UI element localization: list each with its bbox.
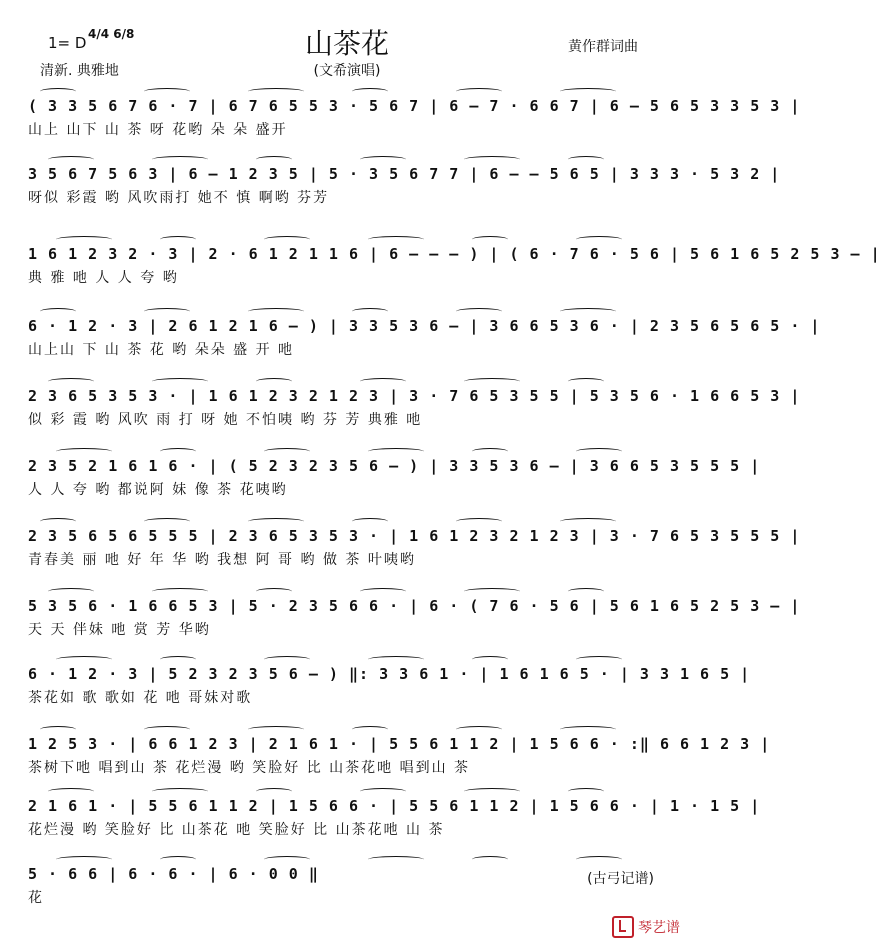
- slur-marks: [28, 234, 664, 244]
- slur: [160, 656, 196, 663]
- slur: [368, 856, 424, 863]
- lyrics-line: 茶树下吔 唱到山 茶 花烂漫 哟 笑脸好 比 山茶花吔 唱到山 茶: [28, 760, 471, 776]
- slur: [40, 726, 76, 733]
- slur: [56, 236, 112, 243]
- slur: [360, 378, 406, 385]
- score-line: [28, 592, 801, 640]
- slur: [576, 448, 622, 455]
- slur: [48, 378, 94, 385]
- slur: [352, 88, 388, 95]
- notation-line: ( 3 3 5 6 7 6 · 7 | 6 7 6 5 5 3 · 5 6 7 | 6 – 7 · 6 6 7 | 6 – 5 6 5 3 3 5 3 |: [28, 97, 801, 115]
- score-line: [28, 452, 761, 500]
- page-title: 山茶花: [304, 27, 389, 60]
- score-line: [28, 730, 771, 778]
- slur: [40, 518, 76, 525]
- lyrics-line: 呀似 彩霞 哟 风吹雨打 她不 慎 啊哟 芬芳: [28, 190, 330, 206]
- slur: [264, 856, 310, 863]
- lyrics-line: 人 人 夸 哟 都说阿 妹 像 茶 花咦哟: [28, 482, 288, 498]
- slur: [368, 236, 424, 243]
- slur: [256, 788, 292, 795]
- slur: [560, 726, 616, 733]
- slur: [40, 308, 76, 315]
- slur: [48, 588, 94, 595]
- slur: [352, 726, 388, 733]
- notation-line: 6 · 1 2 · 3 | 5 2 3 2 3 5 6 – ) ‖: 3 3 6 1 · | 1 6 1 6 5 · | 3 3 1 6 5 |: [28, 665, 751, 683]
- slur: [256, 378, 292, 385]
- logo-icon: [612, 916, 634, 938]
- slur: [560, 88, 616, 95]
- slur: [160, 448, 196, 455]
- slur: [264, 236, 310, 243]
- slur: [456, 518, 502, 525]
- slur: [48, 156, 94, 163]
- slur: [568, 788, 604, 795]
- key-signature: 1= D: [48, 34, 87, 52]
- lyrics-line: 山上山 下 山 茶 花 哟 朵朵 盛 开 吔: [28, 342, 295, 358]
- slur: [568, 588, 604, 595]
- slur: [576, 856, 622, 863]
- lyrics-line: 青春美 丽 吔 好 年 华 哟 我想 阿 哥 哟 做 茶 叶咦哟: [28, 552, 416, 568]
- slur: [160, 856, 196, 863]
- slur: [264, 656, 310, 663]
- slur: [568, 378, 604, 385]
- slur-marks: [28, 586, 664, 596]
- slur: [472, 236, 508, 243]
- slur: [576, 236, 622, 243]
- score-line: [28, 792, 761, 840]
- slur: [144, 308, 190, 315]
- slur-marks: [28, 154, 664, 164]
- score-line: [28, 660, 751, 708]
- slur: [248, 726, 304, 733]
- slur: [144, 88, 190, 95]
- slur: [456, 88, 502, 95]
- slur: [248, 308, 304, 315]
- slur: [456, 726, 502, 733]
- slur: [456, 308, 502, 315]
- slur: [48, 788, 94, 795]
- notation-line: 2 3 5 2 1 6 1 6 · | ( 5 2 3 2 3 5 6 – ) | 3 3 5 3 6 – | 3 6 6 5 3 5 5 5 |: [28, 457, 761, 475]
- lyrics-line: 山上 山下 山 茶 呀 花哟 朵 朵 盛开: [28, 122, 288, 138]
- lyrics-line: 似 彩 霞 哟 风吹 雨 打 呀 她 不怕咦 哟 芬 芳 典雅 吔: [28, 412, 423, 428]
- notation-line: 2 3 5 6 5 6 5 5 5 | 2 3 6 5 3 5 3 · | 1 6 1 2 3 2 1 2 3 | 3 · 7 6 5 3 5 5 5 |: [28, 527, 801, 545]
- score-line: [28, 860, 664, 908]
- slur: [56, 448, 112, 455]
- slur: [360, 588, 406, 595]
- slur: [152, 378, 208, 385]
- slur: [368, 656, 424, 663]
- slur-marks: [28, 376, 664, 386]
- slur-marks: [28, 516, 664, 526]
- slur: [56, 856, 112, 863]
- slur: [360, 156, 406, 163]
- score-line: [28, 522, 801, 570]
- slur: [368, 448, 424, 455]
- slur: [248, 88, 304, 95]
- slur: [256, 156, 292, 163]
- slur-marks: [28, 724, 664, 734]
- slur-marks: [28, 86, 664, 96]
- slur: [352, 518, 388, 525]
- slur: [560, 518, 616, 525]
- notation-line: 1 2 5 3 · | 6 6 1 2 3 | 2 1 6 1 · | 5 5 6 1 1 2 | 1 5 6 6 · :‖ 6 6 1 2 3 |: [28, 735, 771, 753]
- slur: [560, 308, 616, 315]
- time-signature: 4/4 6/8: [88, 27, 135, 41]
- slur: [464, 378, 520, 385]
- score-line: [28, 240, 881, 288]
- notation-line: 2 1 6 1 · | 5 5 6 1 1 2 | 1 5 6 6 · | 5 5 6 1 1 2 | 1 5 6 6 · | 1 · 1 5 |: [28, 797, 761, 815]
- style-marking: 清新. 典雅地: [40, 63, 119, 79]
- slur-marks: [28, 654, 664, 664]
- slur: [144, 518, 190, 525]
- slur-marks: [28, 786, 664, 796]
- slur: [56, 656, 112, 663]
- slur: [352, 308, 388, 315]
- slur: [576, 656, 622, 663]
- slur-marks: [28, 854, 664, 864]
- slur: [568, 156, 604, 163]
- notation-line: 1 6 1 2 3 2 · 3 | 2 · 6 1 2 1 1 6 | 6 – – – ) | ( 6 · 7 6 · 5 6 | 5 6 1 6 5 2 5 3 – |: [28, 245, 881, 263]
- logo-text: 琴艺谱: [638, 920, 680, 936]
- slur: [256, 588, 292, 595]
- score-line: [28, 312, 821, 360]
- slur: [464, 788, 520, 795]
- notation-line: 5 · 6 6 | 6 · 6 · | 6 · 0 0 ‖: [28, 865, 319, 883]
- notation-line: 6 · 1 2 · 3 | 2 6 1 2 1 6 – ) | 3 3 5 3 6 – | 3 6 6 5 3 6 · | 2 3 5 6 5 6 5 · |: [28, 317, 821, 335]
- score-line: [28, 92, 801, 140]
- score-line: [28, 382, 801, 430]
- slur: [464, 156, 520, 163]
- notation-line: 3 5 6 7 5 6 3 | 6 – 1 2 3 5 | 5 · 3 5 6 7 7 | 6 – – 5 6 5 | 3 3 3 · 5 3 2 |: [28, 165, 781, 183]
- score-line: [28, 160, 781, 208]
- slur: [152, 588, 208, 595]
- site-logo[interactable]: [612, 916, 680, 938]
- slur: [472, 856, 508, 863]
- lyrics-line: 典 雅 吔 人 人 夸 哟: [28, 270, 179, 286]
- lyrics-line: 茶花如 歌 歌如 花 吔 哥妹对歌: [28, 690, 253, 706]
- singer-credit: (文希演唱): [313, 63, 381, 79]
- lyrics-line: 天 天 伴妹 吔 赏 芳 华哟: [28, 622, 211, 638]
- slur-marks: [28, 446, 664, 456]
- lyrics-line: 花烂漫 哟 笑脸好 比 山茶花 吔 笑脸好 比 山茶花吔 山 茶: [28, 822, 445, 838]
- slur: [248, 518, 304, 525]
- slur: [144, 726, 190, 733]
- slur: [360, 788, 406, 795]
- slur: [40, 88, 76, 95]
- composer-credit: 黄作群词曲: [568, 39, 638, 55]
- notation-line: 5 3 5 6 · 1 6 6 5 3 | 5 · 2 3 5 6 6 · | 6 · ( 7 6 · 5 6 | 5 6 1 6 5 2 5 3 – |: [28, 597, 801, 615]
- slur: [152, 156, 208, 163]
- lyrics-line: 花: [28, 890, 44, 906]
- slur: [464, 588, 520, 595]
- transcriber-credit: (古弓记谱): [587, 871, 654, 887]
- notation-line: 2 3 6 5 3 5 3 · | 1 6 1 2 3 2 1 2 3 | 3 · 7 6 5 3 5 5 | 5 3 5 6 · 1 6 6 5 3 |: [28, 387, 801, 405]
- slur: [152, 788, 208, 795]
- slur: [264, 448, 310, 455]
- slur: [472, 656, 508, 663]
- slur: [160, 236, 196, 243]
- slur: [472, 448, 508, 455]
- slur-marks: [28, 306, 664, 316]
